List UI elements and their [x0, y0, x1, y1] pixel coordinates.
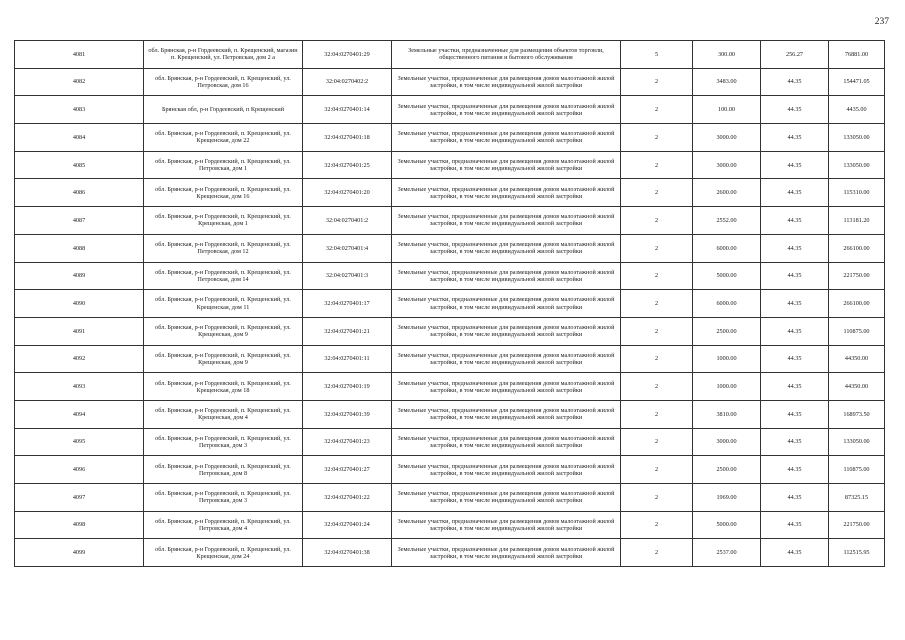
cadastral-value-cell: 221750.00	[829, 511, 885, 539]
table-row	[15, 234, 885, 262]
cadastral-value-cell: 115310.00	[829, 179, 885, 207]
address-cell: обл. Брянская, р-н Гордеевский, п. Крещенский, ул. Крещенская, дом 22	[144, 124, 303, 152]
area-cell: 6000.00	[693, 234, 761, 262]
specific-value-cell: 256.27	[761, 41, 829, 69]
table-row	[15, 428, 885, 456]
cadastral-value-cell: 44350.00	[829, 373, 885, 401]
row-number: 4087	[15, 207, 144, 235]
area-cell: 2500.00	[693, 317, 761, 345]
table-row	[15, 317, 885, 345]
table-row	[15, 484, 885, 512]
group-cell: 2	[621, 68, 693, 96]
address-cell: обл. Брянская, р-н Гордеевский, п. Крещенский, магазин п. Крещенский, ул. Петровская, дом 2 а	[144, 41, 303, 69]
land-purpose-cell: Земельные участки, предназначенные для размещения домов малоэтажной жилой застройки, в том числе индивидуальной жилой застройки	[392, 68, 621, 96]
address-cell: обл. Брянская, р-н Гордеевский, п. Крещенский, ул. Крещенская, дом 24	[144, 539, 303, 567]
area-cell: 2537.00	[693, 539, 761, 567]
row-number: 4085	[15, 151, 144, 179]
cadastral-number-cell: 32:04:0270401:18	[303, 124, 392, 152]
cadastral-value-cell: 113181.20	[829, 207, 885, 235]
cadastral-number-cell: 32:04:0270401:22	[303, 484, 392, 512]
cadastral-value-cell: 266100.00	[829, 290, 885, 318]
address-cell: обл. Брянская, р-н Гордеевский, п. Крещенский, ул. Петровская, дом 14	[144, 262, 303, 290]
table-row	[15, 124, 885, 152]
area-cell: 1969.00	[693, 484, 761, 512]
address-cell: обл. Брянская, р-н Гордеевский, п. Крещенский, ул. Крещенская, дом 9	[144, 345, 303, 373]
cadastral-value-cell: 44350.00	[829, 345, 885, 373]
table-row	[15, 262, 885, 290]
cadastral-number-cell: 32:04:0270401:27	[303, 456, 392, 484]
address-cell: обл. Брянская, р-н Гордеевский, п. Крещенский, ул. Петровская, дом 16	[144, 68, 303, 96]
row-number: 4089	[15, 262, 144, 290]
specific-value-cell: 44.35	[761, 373, 829, 401]
group-cell: 2	[621, 207, 693, 235]
group-cell: 2	[621, 317, 693, 345]
land-purpose-cell: Земельные участки, предназначенные для размещения объектов торговли, общественного питания и бытового обслуживания	[392, 41, 621, 69]
cadastral-number-cell: 32:04:0270401:29	[303, 41, 392, 69]
specific-value-cell: 44.35	[761, 151, 829, 179]
group-cell: 2	[621, 179, 693, 207]
land-purpose-cell: Земельные участки, предназначенные для размещения домов малоэтажной жилой застройки, в том числе индивидуальной жилой застройки	[392, 345, 621, 373]
area-cell: 2552.00	[693, 207, 761, 235]
group-cell: 2	[621, 96, 693, 124]
area-cell: 3000.00	[693, 428, 761, 456]
row-number: 4088	[15, 234, 144, 262]
table-row	[15, 68, 885, 96]
land-purpose-cell: Земельные участки, предназначенные для размещения домов малоэтажной жилой застройки, в том числе индивидуальной жилой застройки	[392, 234, 621, 262]
cadastral-value-cell: 168973.50	[829, 400, 885, 428]
cadastral-value-table	[14, 40, 885, 567]
specific-value-cell: 44.35	[761, 96, 829, 124]
land-purpose-cell: Земельные участки, предназначенные для размещения домов малоэтажной жилой застройки, в том числе индивидуальной жилой застройки	[392, 290, 621, 318]
address-cell: обл. Брянская, р-н Гордеевский, п. Крещенский, ул. Крещенская, дом 9	[144, 317, 303, 345]
cadastral-number-cell: 32:04:0270401:3	[303, 262, 392, 290]
cadastral-value-cell: 110875.00	[829, 456, 885, 484]
row-number: 4098	[15, 511, 144, 539]
address-cell: обл. Брянская, р-н Гордеевский, п. Крещенский, ул. Крещенская, дом 1	[144, 207, 303, 235]
table-row	[15, 179, 885, 207]
row-number: 4084	[15, 124, 144, 152]
land-purpose-cell: Земельные участки, предназначенные для размещения домов малоэтажной жилой застройки, в том числе индивидуальной жилой застройки	[392, 317, 621, 345]
specific-value-cell: 44.35	[761, 290, 829, 318]
specific-value-cell: 44.35	[761, 234, 829, 262]
specific-value-cell: 44.35	[761, 207, 829, 235]
specific-value-cell: 44.35	[761, 68, 829, 96]
address-cell: обл. Брянская, р-н Гордеевский, п. Крещенский, ул. Крещенская, дом 16	[144, 179, 303, 207]
row-number: 4094	[15, 400, 144, 428]
group-cell: 2	[621, 290, 693, 318]
table-row	[15, 400, 885, 428]
area-cell: 3000.00	[693, 151, 761, 179]
land-purpose-cell: Земельные участки, предназначенные для размещения домов малоэтажной жилой застройки, в том числе индивидуальной жилой застройки	[392, 124, 621, 152]
specific-value-cell: 44.35	[761, 456, 829, 484]
table-row	[15, 373, 885, 401]
land-purpose-cell: Земельные участки, предназначенные для размещения домов малоэтажной жилой застройки, в том числе индивидуальной жилой застройки	[392, 400, 621, 428]
address-cell: обл. Брянская, р-н Гордеевский, п. Крещенский, ул. Петровская, дом 12	[144, 234, 303, 262]
cadastral-value-cell: 266100.00	[829, 234, 885, 262]
cadastral-number-cell: 32:04:0270401:17	[303, 290, 392, 318]
area-cell: 1000.00	[693, 345, 761, 373]
table-row	[15, 345, 885, 373]
group-cell: 2	[621, 539, 693, 567]
group-cell: 2	[621, 124, 693, 152]
group-cell: 2	[621, 428, 693, 456]
row-number: 4091	[15, 317, 144, 345]
cadastral-value-cell: 221750.00	[829, 262, 885, 290]
row-number: 4086	[15, 179, 144, 207]
land-purpose-cell: Земельные участки, предназначенные для размещения домов малоэтажной жилой застройки, в том числе индивидуальной жилой застройки	[392, 179, 621, 207]
cadastral-number-cell: 32:04:0270401:14	[303, 96, 392, 124]
group-cell: 2	[621, 262, 693, 290]
cadastral-value-cell: 133050.00	[829, 428, 885, 456]
address-cell: обл. Брянская, р-н Гордеевский, п. Крещенский, ул. Петровская, дом 4	[144, 511, 303, 539]
table-row	[15, 96, 885, 124]
cadastral-value-cell: 133050.00	[829, 124, 885, 152]
area-cell: 100.00	[693, 96, 761, 124]
specific-value-cell: 44.35	[761, 262, 829, 290]
cadastral-number-cell: 32:04:0270401:19	[303, 373, 392, 401]
group-cell: 2	[621, 234, 693, 262]
cadastral-number-cell: 32:04:0270401:20	[303, 179, 392, 207]
row-number: 4083	[15, 96, 144, 124]
cadastral-value-cell: 4435.00	[829, 96, 885, 124]
specific-value-cell: 44.35	[761, 428, 829, 456]
table-row	[15, 511, 885, 539]
row-number: 4096	[15, 456, 144, 484]
land-purpose-cell: Земельные участки, предназначенные для размещения домов малоэтажной жилой застройки, в том числе индивидуальной жилой застройки	[392, 151, 621, 179]
cadastral-value-cell: 76881.00	[829, 41, 885, 69]
land-purpose-cell: Земельные участки, предназначенные для размещения домов малоэтажной жилой застройки, в том числе индивидуальной жилой застройки	[392, 539, 621, 567]
specific-value-cell: 44.35	[761, 484, 829, 512]
area-cell: 5000.00	[693, 262, 761, 290]
land-purpose-cell: Земельные участки, предназначенные для размещения домов малоэтажной жилой застройки, в том числе индивидуальной жилой застройки	[392, 96, 621, 124]
area-cell: 2500.00	[693, 456, 761, 484]
group-cell: 2	[621, 511, 693, 539]
address-cell: обл. Брянская, р-н Гордеевский, п. Крещенский, ул. Крещенская, дом 4	[144, 400, 303, 428]
specific-value-cell: 44.35	[761, 317, 829, 345]
area-cell: 1000.00	[693, 373, 761, 401]
group-cell: 2	[621, 345, 693, 373]
land-purpose-cell: Земельные участки, предназначенные для размещения домов малоэтажной жилой застройки, в том числе индивидуальной жилой застройки	[392, 511, 621, 539]
land-purpose-cell: Земельные участки, предназначенные для размещения домов малоэтажной жилой застройки, в том числе индивидуальной жилой застройки	[392, 428, 621, 456]
area-cell: 5000.00	[693, 511, 761, 539]
table-row	[15, 290, 885, 318]
address-cell: обл. Брянская, р-н Гордеевский, п. Крещенский, ул. Крещенская, дом 18	[144, 373, 303, 401]
row-number: 4090	[15, 290, 144, 318]
address-cell: обл. Брянская, р-н Гордеевский, п. Крещенский, ул. Петровская, дом 8	[144, 456, 303, 484]
cadastral-number-cell: 32:04:0270401:2	[303, 207, 392, 235]
table-row	[15, 151, 885, 179]
cadastral-value-cell: 154471.05	[829, 68, 885, 96]
group-cell: 2	[621, 484, 693, 512]
land-purpose-cell: Земельные участки, предназначенные для размещения домов малоэтажной жилой застройки, в том числе индивидуальной жилой застройки	[392, 207, 621, 235]
cadastral-number-cell: 32:04:0270401:24	[303, 511, 392, 539]
group-cell: 2	[621, 400, 693, 428]
cadastral-number-cell: 32:04:0270401:38	[303, 539, 392, 567]
group-cell: 2	[621, 373, 693, 401]
cadastral-value-cell: 133050.00	[829, 151, 885, 179]
address-cell: обл. Брянская, р-н Гордеевский, п. Крещенский, ул. Петровская, дом 3	[144, 428, 303, 456]
page-number: 237	[874, 17, 889, 27]
area-cell: 3000.00	[693, 124, 761, 152]
table-row	[15, 456, 885, 484]
cadastral-number-cell: 32:04:0270401:39	[303, 400, 392, 428]
cadastral-value-cell: 110875.00	[829, 317, 885, 345]
group-cell: 5	[621, 41, 693, 69]
cadastral-number-cell: 32:04:0270401:11	[303, 345, 392, 373]
row-number: 4082	[15, 68, 144, 96]
land-purpose-cell: Земельные участки, предназначенные для размещения домов малоэтажной жилой застройки, в том числе индивидуальной жилой застройки	[392, 262, 621, 290]
cadastral-value-cell: 87325.15	[829, 484, 885, 512]
row-number: 4093	[15, 373, 144, 401]
area-cell: 3483.00	[693, 68, 761, 96]
specific-value-cell: 44.35	[761, 400, 829, 428]
cadastral-number-cell: 32:04:0270401:21	[303, 317, 392, 345]
row-number: 4081	[15, 41, 144, 69]
group-cell: 2	[621, 151, 693, 179]
row-number: 4099	[15, 539, 144, 567]
row-number: 4097	[15, 484, 144, 512]
cadastral-number-cell: 32:04:0270401:4	[303, 234, 392, 262]
row-number: 4095	[15, 428, 144, 456]
table-row	[15, 207, 885, 235]
area-cell: 6000.00	[693, 290, 761, 318]
specific-value-cell: 44.35	[761, 345, 829, 373]
specific-value-cell: 44.35	[761, 539, 829, 567]
table-row	[15, 539, 885, 567]
land-purpose-cell: Земельные участки, предназначенные для размещения домов малоэтажной жилой застройки, в том числе индивидуальной жилой застройки	[392, 373, 621, 401]
row-number: 4092	[15, 345, 144, 373]
cadastral-value-cell: 112515.95	[829, 539, 885, 567]
group-cell: 2	[621, 456, 693, 484]
specific-value-cell: 44.35	[761, 511, 829, 539]
cadastral-number-cell: 32:04:0270401:23	[303, 428, 392, 456]
land-purpose-cell: Земельные участки, предназначенные для размещения домов малоэтажной жилой застройки, в том числе индивидуальной жилой застройки	[392, 456, 621, 484]
area-cell: 2600.00	[693, 179, 761, 207]
address-cell: обл. Брянская, р-н Гордеевский, п. Крещенский, ул. Крещенская, дом 11	[144, 290, 303, 318]
area-cell: 300.00	[693, 41, 761, 69]
specific-value-cell: 44.35	[761, 124, 829, 152]
address-cell: Брянская обл, р-н Гордеевский, п Крещенский	[144, 96, 303, 124]
cadastral-number-cell: 32:04:0270401:25	[303, 151, 392, 179]
land-purpose-cell: Земельные участки, предназначенные для размещения домов малоэтажной жилой застройки, в том числе индивидуальной жилой застройки	[392, 484, 621, 512]
address-cell: обл. Брянская, р-н Гордеевский, п. Крещенский, ул. Петровская, дом 1	[144, 151, 303, 179]
address-cell: обл. Брянская, р-н Гордеевский, п. Крещенский, ул. Петровская, дом 3	[144, 484, 303, 512]
table-row	[15, 41, 885, 69]
cadastral-number-cell: 32:04:0270402:2	[303, 68, 392, 96]
specific-value-cell: 44.35	[761, 179, 829, 207]
area-cell: 3810.00	[693, 400, 761, 428]
